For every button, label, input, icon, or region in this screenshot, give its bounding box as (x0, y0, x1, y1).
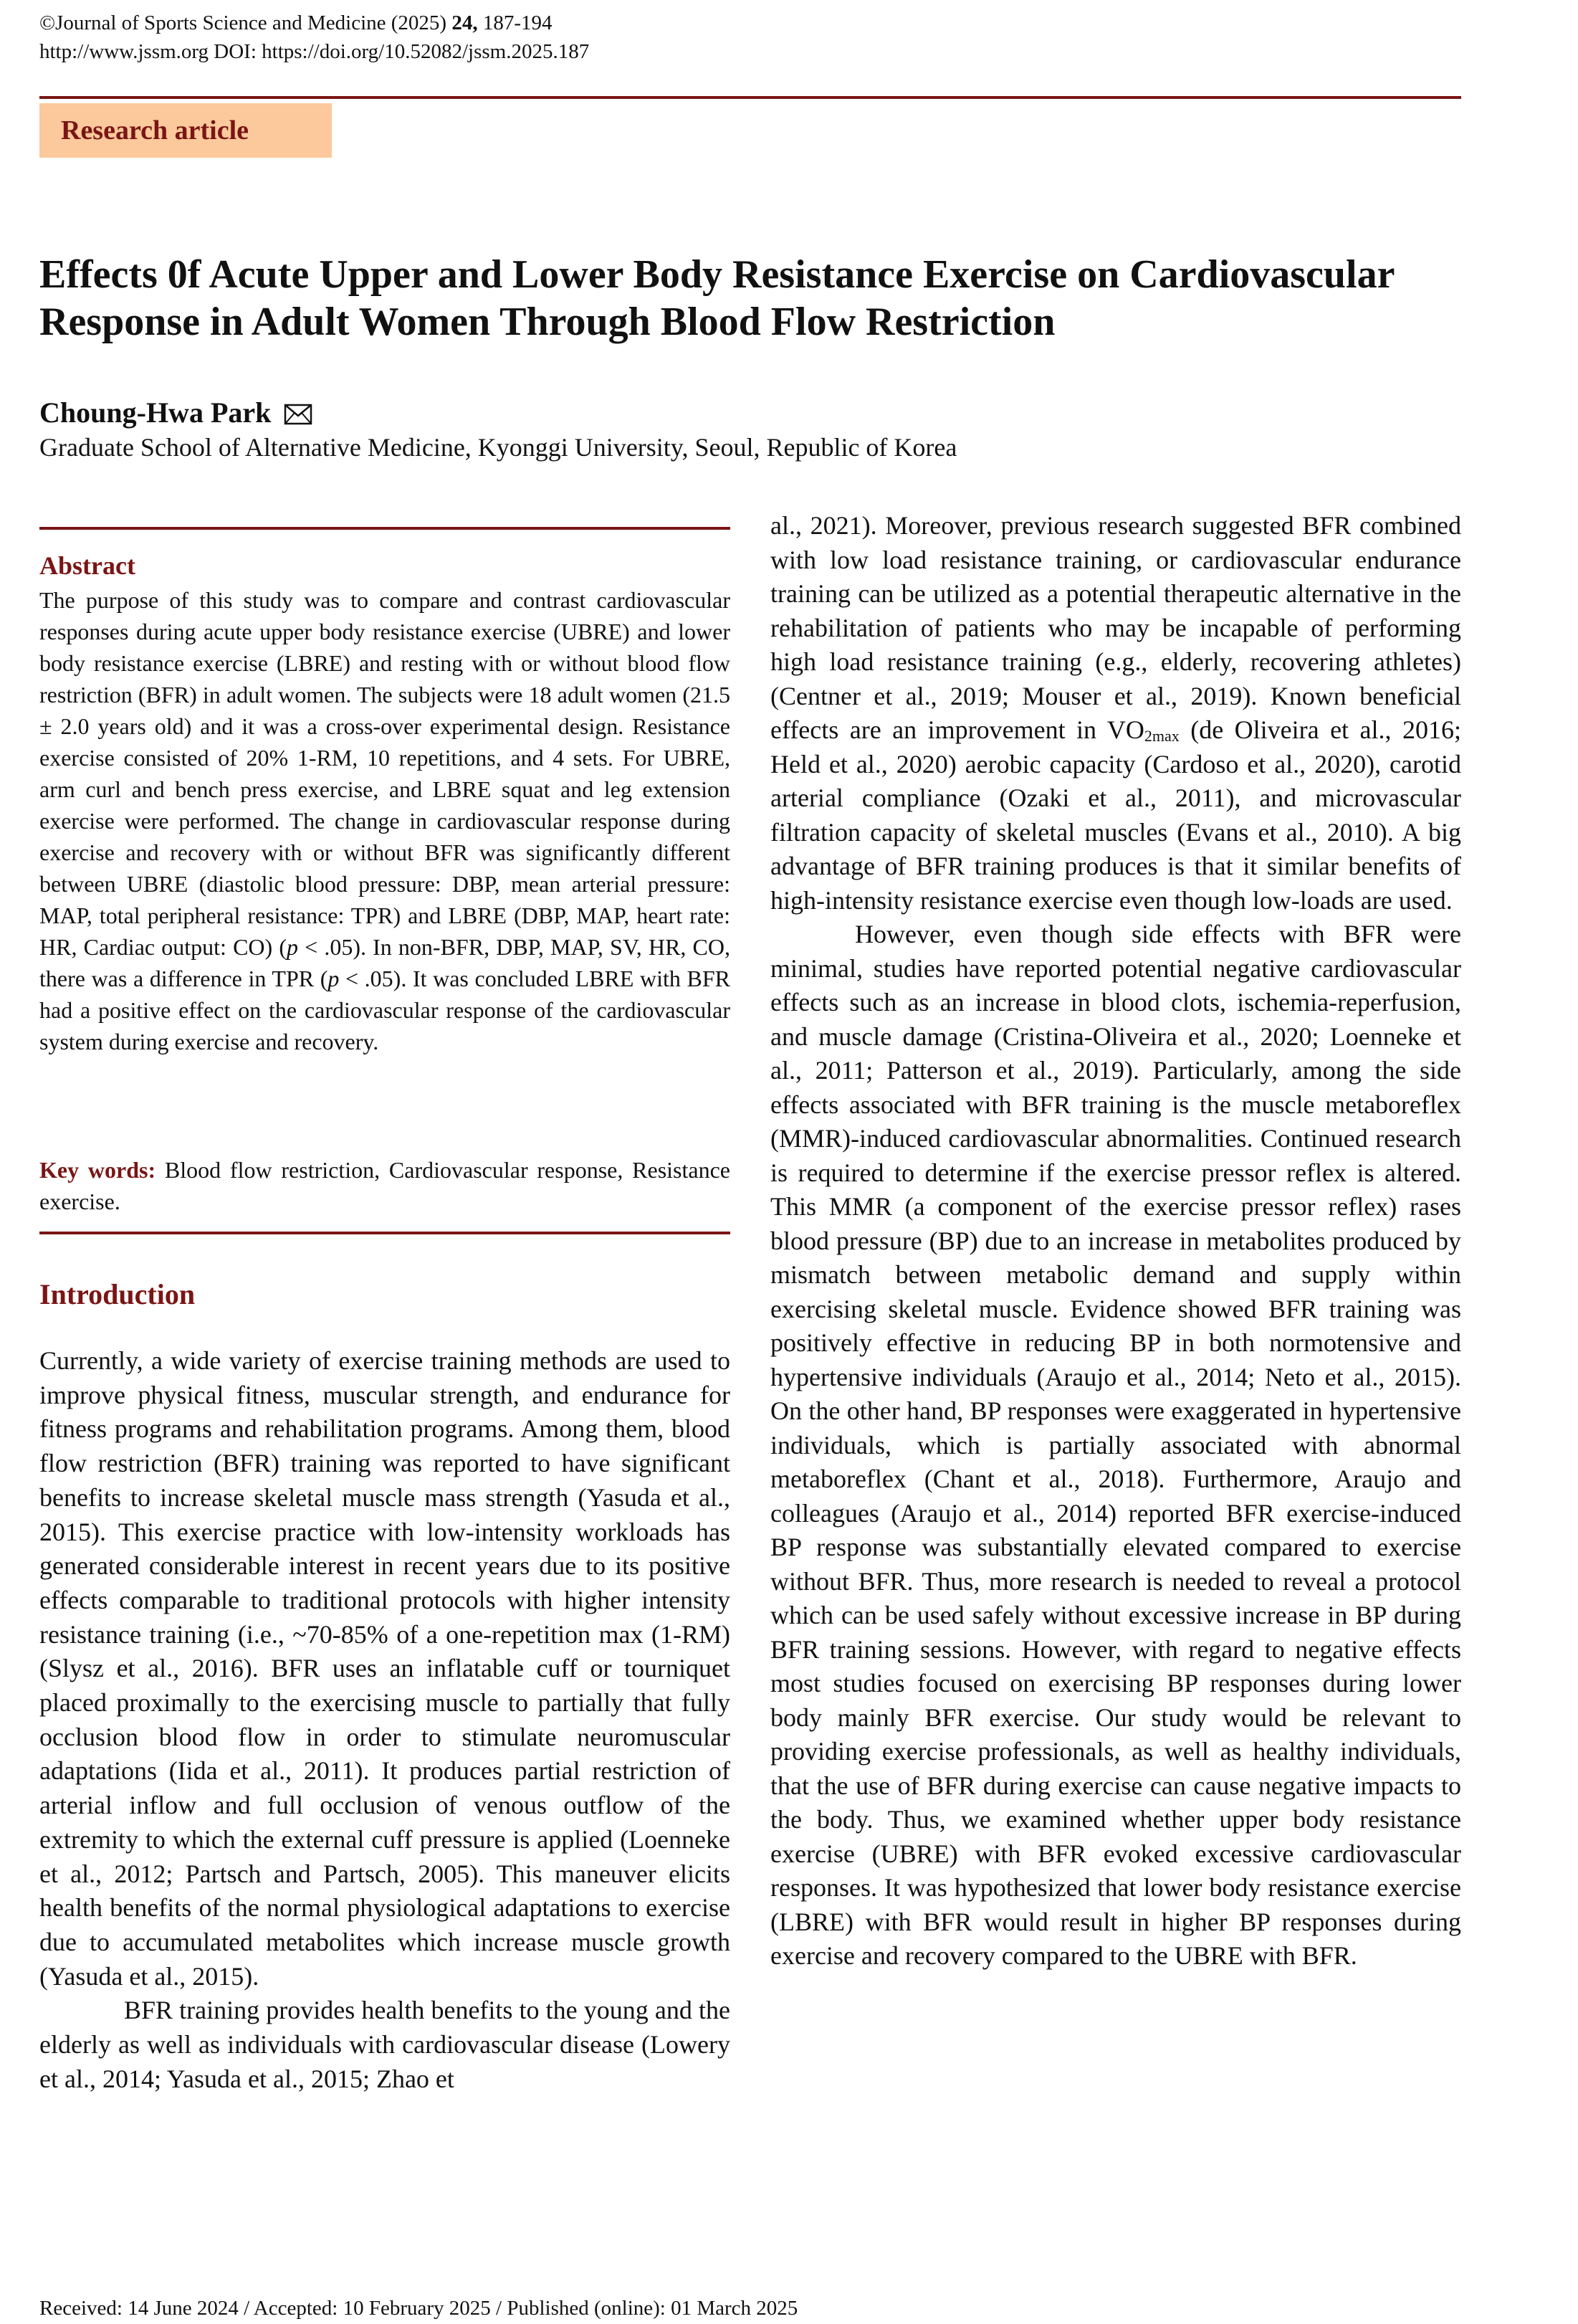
introduction-heading: Introduction (39, 1278, 196, 1310)
abstract-body: The purpose of this study was to compare and contrast cardiovascular responses during acute upper body resistance exercise (UBRE) and lower body resistance exercise (LBRE) and resting with or without blood flow restriction (BFR) in adult women. The subjects were 18 adult women (21.5 ± 2.0 years old) and it was a cross-over experimental design. Resistance exercise consisted of 20% 1-RM, 10 repetitions, and 4 sets. For UBRE, arm curl and bench press exercise, and LBRE squat and leg extension exercise were performed. The change in cardiovascular response during exercise and recovery with or without BFR was significantly different between UBRE (diastolic blood pressure: DBP, mean arterial pressure: MAP, total peripheral resistance: TPR) and LBRE (DBP, MAP, heart rate: HR, Cardiac output: CO) (p < .05). In non-BFR, DBP, MAP, SV, HR, CO, there was a difference in TPR (p < .05). It was concluded LBRE with BFR had a positive effect on the cardiovascular response of the cardiovascular system during exercise and recovery. (39, 587, 731, 1054)
author-affiliation: Graduate School of Alternative Medicine, Kyonggi University, Seoul, Republic of Korea (39, 433, 957, 462)
keywords (39, 1154, 730, 1217)
keywords-text: Blood flow restriction, Cardiovascular response, Resistance exercise. (39, 1157, 731, 1214)
keywords-label: Key words: (39, 1157, 156, 1183)
intro-paragraph-1: Currently, a wide variety of exercise training methods are used to improve physical fitness, muscular strength, and endurance for fitness programs and rehabilitation programs. Among them, blood flow restriction (BFR) training was reported to have significant benefits to increase skeletal muscle mass strength (Yasuda et al., 2015). This exercise practice with low-intensity workloads has generated considerable interest in recent years due to its positive effects comparable to traditional protocols with higher intensity resistance training (i.e., ~70-85% of a one-repetition max (1-RM) (Slysz et al., 2016). BFR uses an inflatable cuff or tourniquet placed proximally to the exercising muscle to partially that fully occlusion blood flow in order to stimulate neuromuscular adaptations (Iida et al., 2011). It produces partial restriction of arterial inflow and full occlusion of venous outflow of the extremity to which the external cuff pressure is applied (Loenneke et al., 2012; Partsch and Partsch, 2005). This maneuver elicits health benefits of the normal physiological adaptations to exercise due to accumulated metabolites which increase muscle growth (Yasuda et al., 2015). (39, 1346, 730, 1991)
intro-paragraph-2: BFR training provides health benefits to the young and the elderly as well as individuals with cardiovascular disease (Lowery et al., 2014; Yasuda et al., 2015; Zhao et (39, 1996, 730, 2093)
introduction-left-column (39, 1344, 730, 2096)
author-line (39, 394, 312, 434)
header-divider (39, 96, 1461, 99)
intro-paragraph-2-continued: al., 2021). Moreover, previous research suggested BFR combined with low load resistance training, or cardiovascular endurance training can be utilized as a potential therapeutic alternative in the rehabilitation of patients who may be incapable of performing high load resistance training (e.g., elderly, recovering athletes) (Centner et al., 2019; Mouser et al., 2019). Known beneficial effects are an improvement in $VO_{2max}$ (de Oliveira et al., 2016; Held et al., 2020) aerobic capacity (Cardoso et al., 2020), carotid arterial compliance (Ozaki et al., 2011), and microvascular filtration capacity of skeletal muscles (Evans et al., 2010). A big advantage of BFR training produces is that it similar benefits of high-intensity resistance exercise even though low-loads are used. (770, 511, 1461, 915)
envelope-icon[interactable] (284, 397, 312, 434)
journal-header (39, 9, 589, 66)
author-name: Choung-Hwa Park (39, 396, 272, 429)
publication-dates: Received: 14 June 2024 / Accepted: 10 February 2025 / Published (online): 01 March 2025 (39, 2297, 798, 2320)
intro-paragraph-3: However, even though side effects with BFR were minimal, studies have reported potential negative cardiovascular effects such as an increase in blood clots, ischemia-reperfusion, and muscle damage (Cristina-Oliveira et al., 2020; Loenneke et al., 2011; Patterson et al., 2019). Particularly, among the side effects associated with BFR training is the muscle metaboreflex (MMR)-induced cardiovascular abnormalities. Continued research is required to determine if the exercise pressor reflex is altered. This MMR (a component of the exercise pressor reflex) rases blood pressure (BP) due to an increase in metabolites produced by mismatch between metabolic demand and supply within exercising skeletal muscle. Evidence showed BFR training was positively effective in reducing BP in both normotensive and hypertensive individuals (Araujo et al., 2014; Neto et al., 2015). On the other hand, BP responses were exaggerated in hypertensive individuals, which is partially associated with abnormal metaboreflex (Chant et al., 2018). Furthermore, Araujo and colleagues (Araujo et al., 2014) reported BFR exercise-induced BP response was substantially elevated compared to exercise without BFR. Thus, more research is needed to reveal a protocol which can be used safely without excessive increase in BP during BFR training sessions. However, with regard to negative effects most studies focused on exercising BP responses during lower body mainly BFR exercise. Our study would be relevant to providing exercise professionals, as well as healthy individuals, that the use of BFR during exercise can cause negative impacts to the body. Thus, we examined whether upper body resistance exercise (UBRE) with BFR evoked excessive cardiovascular responses. It was hypothesized that lower body resistance exercise (LBRE) with BFR would result in higher BP responses during exercise and recovery compared to the UBRE with BFR. (770, 920, 1461, 1970)
article-type-badge: Research article (39, 103, 332, 158)
article-title: Effects 0f Acute Upper and Lower Body Resistance Exercise on Cardiovascular Response in Adult Women Through Blood Flow Restriction (39, 252, 1395, 344)
introduction-right-column (770, 509, 1461, 1973)
abstract-heading: Abstract (39, 551, 135, 580)
journal-citation: ©Journal of Sports Science and Medicine (2025) 24, 187-194 (39, 11, 553, 34)
journal-doi[interactable]: http://www.jssm.org DOI: https://doi.org/10.52082/jssm.2025.187 (39, 40, 590, 63)
abstract-bottom-rule (39, 1232, 730, 1234)
abstract-top-rule (39, 527, 730, 530)
